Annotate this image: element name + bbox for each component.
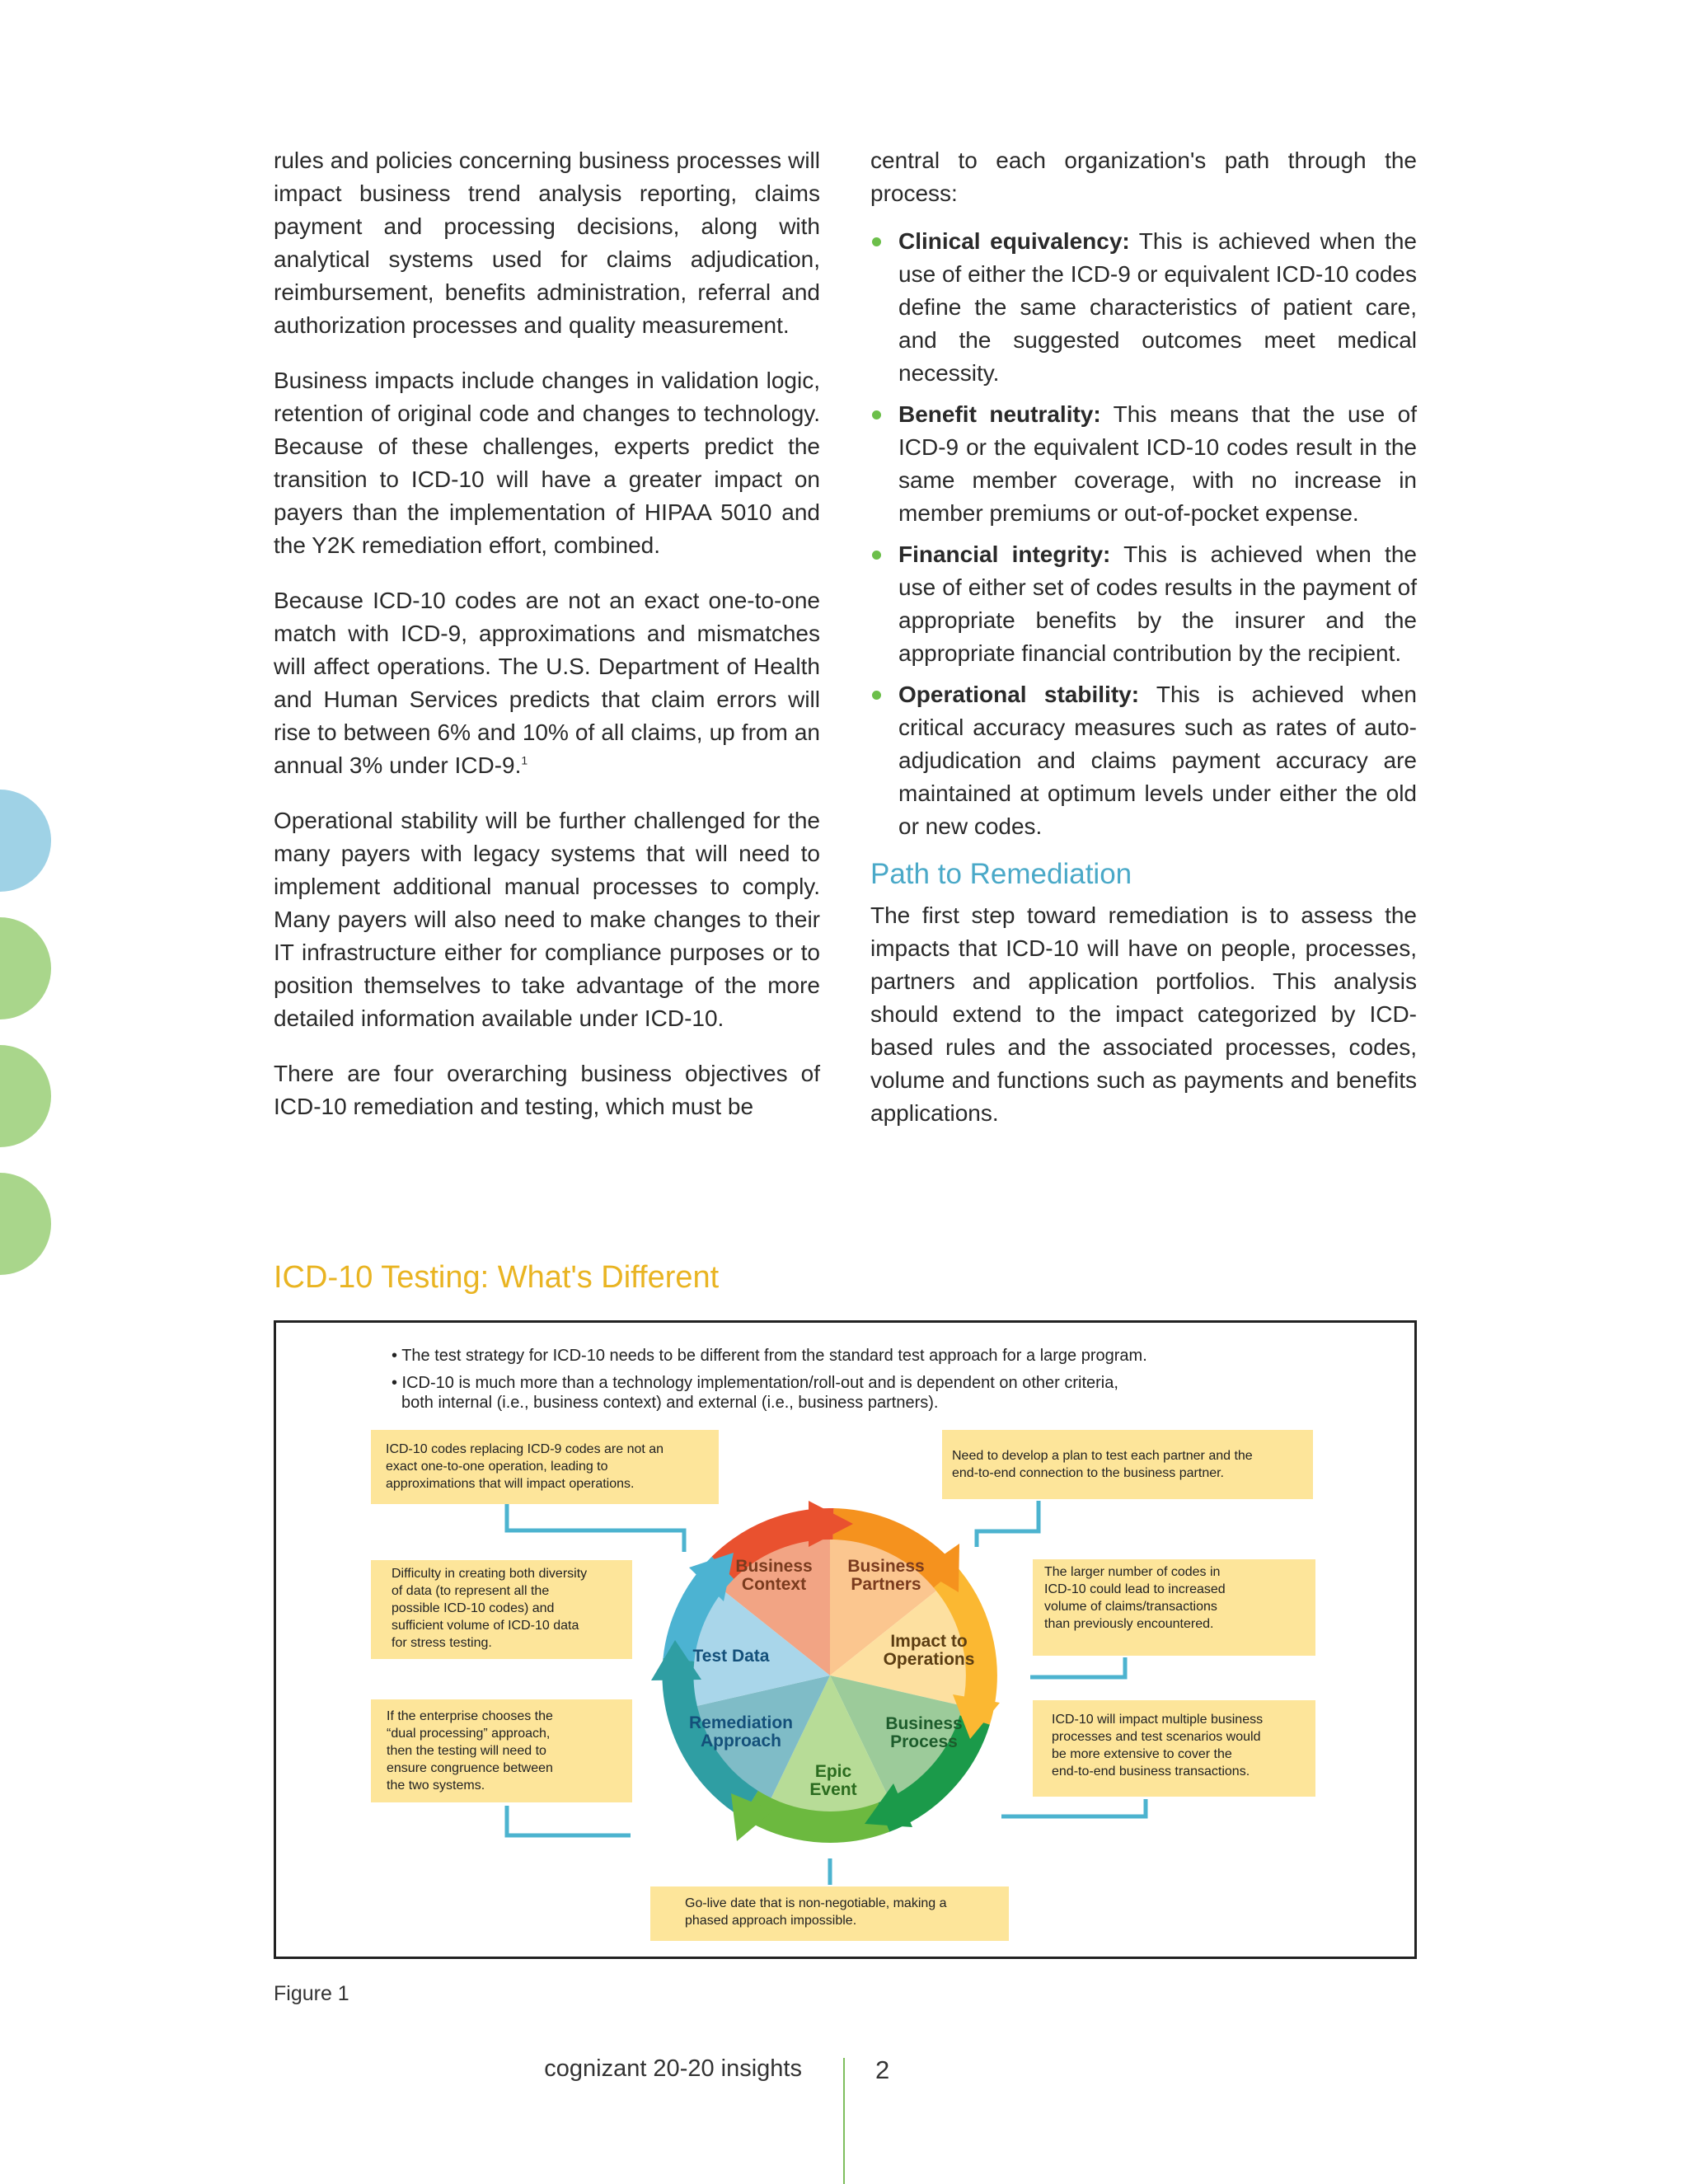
segment-label-remediation-approach: Remediation Approach (688, 1713, 794, 1750)
side-decoration-dot-green-2 (0, 1045, 51, 1147)
callout-text: Difficulty in creating both diversity of data (to represent all the possible ICD-10 codes) and sufficient volume of ICD-10 data for stress testing. (392, 1567, 588, 1650)
callout-top-left (371, 1430, 719, 1504)
callout-text: If the enterprise chooses the “dual processing” approach, then the testing will need to ensure congruence between the two systems. (387, 1709, 553, 1793)
objective-term: Clinical equivalency: (898, 228, 1130, 254)
objective-text: This is achieved when critical accuracy measures such as rates of auto-adjudication and claims payment accuracy are maintained at optimum levels under either the old or new codes. (898, 682, 1417, 839)
callout-top-right (942, 1430, 1313, 1499)
figure-caption: Figure 1 (274, 1982, 349, 2005)
objective-text: This is achieved when the use of either set of codes results in the payment of appropriate benefits by the insurer and the appropriate financial contribution by the recipient. (898, 541, 1417, 666)
figure-title: ICD-10 Testing: What's Different (274, 1260, 720, 1295)
left-paragraph-1: rules and policies concerning business processes will impact business trend analysis reporting, claims payment and processing decisions, along with analytical systems used for claims adjudication, reimbursement, benefits administration, referral and authorization processes and quality measurement. (274, 148, 820, 338)
callout-text: Go-live date that is non-negotiable, making a phased approach impossible. (685, 1896, 947, 1928)
bullet-dot-icon (872, 691, 881, 700)
objectives-list (870, 225, 1417, 843)
segment-label-business-context: Business Context (735, 1557, 813, 1594)
left-paragraph-2: Business impacts include changes in validation logic, retention of original code and changes to technology. Because of these challenges, experts predict the transition to ICD-10 will have a greater impact on payers than the implementation of HIPAA 5010 and the Y2K remediation effort, combined. (274, 368, 820, 558)
objective-term: Benefit neutrality: (898, 401, 1101, 427)
segment-label-test-data: Test Data (692, 1647, 770, 1666)
figure-intro-line-2: • ICD-10 is much more than a technology implementation/roll-out and is dependent on other criteria, (392, 1374, 1118, 1392)
left-paragraph-3 (274, 584, 820, 782)
segment-label-epic-event: Epic Event (809, 1762, 857, 1799)
callout-low-right (1033, 1700, 1315, 1797)
objective-item (870, 678, 1417, 843)
bullet-dot-icon (872, 410, 881, 419)
bullet-dot-icon (872, 551, 881, 560)
callout-text: ICD-10 will impact multiple business processes and test scenarios would be more extensive to cover the end-to-end business transactions. (1052, 1713, 1264, 1779)
bullet-dot-icon (872, 237, 881, 246)
callout-bottom (650, 1886, 1009, 1941)
figure-intro-line-3: both internal (i.e., business context) and external (i.e., business partners). (401, 1394, 939, 1412)
page-number: 2 (875, 2055, 890, 2084)
left-column (274, 144, 820, 1146)
segment-label-business-process: Business Process (885, 1714, 963, 1751)
callout-mid-left (371, 1560, 632, 1659)
footer-brand: cognizant 20-20 insights (544, 2055, 802, 2082)
side-decoration-dot-green-1 (0, 917, 51, 1019)
callout-mid-right (1033, 1559, 1315, 1656)
figure-intro-line-1: • The test strategy for ICD-10 needs to be different from the standard test approach for a large program. (392, 1347, 1147, 1365)
figure-box (274, 1320, 1417, 1959)
footnote-mark: 1 (521, 753, 528, 767)
segment-label-business-partners: Business Partners (847, 1557, 925, 1594)
callout-low-left (371, 1699, 632, 1802)
right-intro: central to each organization's path through the process: (870, 148, 1417, 206)
section-paragraph: The first step toward remediation is to assess the impacts that ICD-10 will have on people, processes, partners and application portfolios. This analysis should extend to the impact categorized by ICD-based rules and the associated processes, codes, volume and functions such as payments and benefits applications. (870, 902, 1417, 1126)
footer-divider (843, 2058, 845, 2184)
segment-label-impact-operations: Impact to Operations (883, 1632, 975, 1669)
objective-term: Operational stability: (898, 682, 1140, 707)
left-paragraph-4: Operational stability will be further challenged for the many payers with legacy systems that will need to implement additional manual processes to comply. Many payers will also need to make changes to their IT infrastructure either for compliance purposes or to position themselves to take advantage of the more detailed information available under ICD-10. (274, 808, 820, 1031)
objective-text: This is achieved when the use of either the ICD-9 or equivalent ICD-10 codes define the same characteristics of patient care, and the suggested outcomes meet medical necessity. (898, 228, 1417, 386)
right-column (870, 144, 1417, 1152)
figure-diagram (276, 1323, 1414, 1957)
section-heading: Path to Remediation (870, 858, 1132, 890)
callout-text: Need to develop a plan to test each partner and the end-to-end connection to the business partner. (952, 1449, 1253, 1480)
objective-text: This means that the use of ICD-9 or the equivalent ICD-10 codes result in the same member coverage, with no increase in member premiums or out-of-pocket expense. (898, 401, 1417, 526)
left-paragraph-3-text: Because ICD-10 codes are not an exact one-to-one match with ICD-9, approximations and mismatches will affect operations. The U.S. Department of Health and Human Services predicts that claim errors will rise to between 6% and 10% of all claims, up from an annual 3% under ICD-9. (274, 588, 820, 778)
objective-item (870, 225, 1417, 390)
side-decoration-dot-blue (0, 790, 51, 892)
objective-item (870, 538, 1417, 670)
side-decoration-dot-green-3 (0, 1173, 51, 1275)
objective-item (870, 398, 1417, 530)
callout-text: The larger number of codes in ICD-10 could lead to increased volume of claims/transactions than previously encountered. (1044, 1565, 1226, 1631)
objective-term: Financial integrity: (898, 541, 1111, 567)
callout-text: ICD-10 codes replacing ICD-9 codes are not an exact one-to-one operation, leading to approximations that will impact operations. (386, 1442, 664, 1491)
left-paragraph-5: There are four overarching business objectives of ICD-10 remediation and testing, which must be (274, 1061, 820, 1119)
